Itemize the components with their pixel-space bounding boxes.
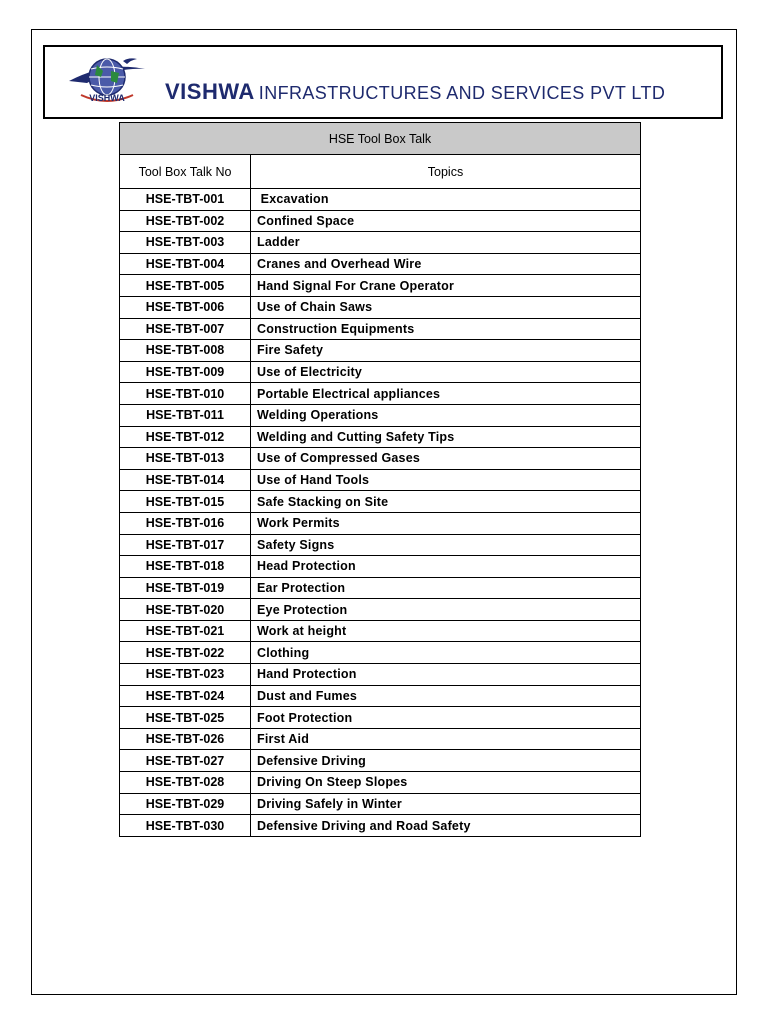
- topic-cell: Cranes and Overhead Wire: [251, 253, 641, 275]
- table-row: [120, 577, 641, 599]
- table-row: [120, 815, 641, 837]
- table-row: [120, 491, 641, 513]
- table-title: HSE Tool Box Talk: [120, 123, 641, 155]
- table-row: [120, 664, 641, 686]
- company-name: [165, 81, 665, 103]
- talk-number-cell: HSE-TBT-030: [120, 815, 251, 837]
- topic-cell: Use of Electricity: [251, 361, 641, 383]
- topic-cell: Confined Space: [251, 210, 641, 232]
- company-brand: VISHWA: [165, 79, 255, 104]
- logo-wordmark: VISHWA: [89, 93, 125, 103]
- globe-logo-icon: [67, 51, 147, 113]
- table-row: [120, 232, 641, 254]
- table-row: [120, 210, 641, 232]
- talk-number-cell: HSE-TBT-002: [120, 210, 251, 232]
- table-row: [120, 534, 641, 556]
- topic-cell: Clothing: [251, 642, 641, 664]
- table-row: [120, 426, 641, 448]
- table-row: [120, 707, 641, 729]
- table-row: [120, 642, 641, 664]
- table-row: [120, 512, 641, 534]
- talk-number-cell: HSE-TBT-015: [120, 491, 251, 513]
- table-row: [120, 599, 641, 621]
- table-row: [120, 361, 641, 383]
- topic-cell: Dust and Fumes: [251, 685, 641, 707]
- talk-number-cell: HSE-TBT-001: [120, 189, 251, 211]
- talk-number-cell: HSE-TBT-020: [120, 599, 251, 621]
- talk-number-cell: HSE-TBT-023: [120, 664, 251, 686]
- talk-number-cell: HSE-TBT-007: [120, 318, 251, 340]
- topic-cell: Construction Equipments: [251, 318, 641, 340]
- talk-number-cell: HSE-TBT-003: [120, 232, 251, 254]
- topic-cell: Work Permits: [251, 512, 641, 534]
- table-row: [120, 772, 641, 794]
- topic-cell: Ear Protection: [251, 577, 641, 599]
- talk-number-cell: HSE-TBT-027: [120, 750, 251, 772]
- table-row: [120, 620, 641, 642]
- table-row: [120, 275, 641, 297]
- topic-cell: Portable Electrical appliances: [251, 383, 641, 405]
- talk-number-cell: HSE-TBT-019: [120, 577, 251, 599]
- topic-cell: Safety Signs: [251, 534, 641, 556]
- table-row: [120, 340, 641, 362]
- topic-cell: Use of Compressed Gases: [251, 448, 641, 470]
- talk-number-cell: HSE-TBT-016: [120, 512, 251, 534]
- talk-number-cell: HSE-TBT-017: [120, 534, 251, 556]
- table-row: [120, 253, 641, 275]
- table-row: [120, 556, 641, 578]
- talk-number-cell: HSE-TBT-012: [120, 426, 251, 448]
- topic-cell: Excavation: [251, 189, 641, 211]
- talk-number-cell: HSE-TBT-014: [120, 469, 251, 491]
- talk-number-cell: HSE-TBT-009: [120, 361, 251, 383]
- table-row: [120, 469, 641, 491]
- topic-cell: Eye Protection: [251, 599, 641, 621]
- talk-number-cell: HSE-TBT-010: [120, 383, 251, 405]
- topic-cell: Driving Safely in Winter: [251, 793, 641, 815]
- talk-number-cell: HSE-TBT-004: [120, 253, 251, 275]
- table-row: [120, 448, 641, 470]
- talk-number-cell: HSE-TBT-018: [120, 556, 251, 578]
- talk-number-cell: HSE-TBT-025: [120, 707, 251, 729]
- talk-number-cell: HSE-TBT-008: [120, 340, 251, 362]
- topic-cell: Hand Protection: [251, 664, 641, 686]
- table-row: [120, 685, 641, 707]
- column-header-talk-no: Tool Box Talk No: [120, 155, 251, 189]
- topic-cell: First Aid: [251, 728, 641, 750]
- talk-number-cell: HSE-TBT-028: [120, 772, 251, 794]
- company-name-rest: INFRASTRUCTURES AND SERVICES PVT LTD: [258, 83, 666, 103]
- talk-number-cell: HSE-TBT-029: [120, 793, 251, 815]
- topic-cell: Foot Protection: [251, 707, 641, 729]
- toolbox-talk-table: [119, 122, 641, 837]
- column-header-topics: Topics: [251, 155, 641, 189]
- talk-number-cell: HSE-TBT-006: [120, 296, 251, 318]
- topic-cell: Ladder: [251, 232, 641, 254]
- table-row: [120, 793, 641, 815]
- table-row: [120, 750, 641, 772]
- topic-cell: Use of Chain Saws: [251, 296, 641, 318]
- topic-cell: Defensive Driving and Road Safety: [251, 815, 641, 837]
- talk-number-cell: HSE-TBT-013: [120, 448, 251, 470]
- talk-number-cell: HSE-TBT-022: [120, 642, 251, 664]
- topic-cell: Welding Operations: [251, 404, 641, 426]
- topic-cell: Hand Signal For Crane Operator: [251, 275, 641, 297]
- talk-number-cell: HSE-TBT-024: [120, 685, 251, 707]
- table-row: [120, 296, 641, 318]
- topic-cell: Safe Stacking on Site: [251, 491, 641, 513]
- talk-number-cell: HSE-TBT-011: [120, 404, 251, 426]
- table-row: [120, 318, 641, 340]
- talk-number-cell: HSE-TBT-026: [120, 728, 251, 750]
- table-row: [120, 383, 641, 405]
- table-row: [120, 189, 641, 211]
- company-header: [43, 45, 723, 119]
- talk-number-cell: HSE-TBT-021: [120, 620, 251, 642]
- talk-number-cell: HSE-TBT-005: [120, 275, 251, 297]
- topic-cell: Work at height: [251, 620, 641, 642]
- topic-cell: Welding and Cutting Safety Tips: [251, 426, 641, 448]
- topic-cell: Defensive Driving: [251, 750, 641, 772]
- topic-cell: Fire Safety: [251, 340, 641, 362]
- topic-cell: Head Protection: [251, 556, 641, 578]
- table-row: [120, 728, 641, 750]
- topic-cell: Driving On Steep Slopes: [251, 772, 641, 794]
- topic-cell: Use of Hand Tools: [251, 469, 641, 491]
- table-row: [120, 404, 641, 426]
